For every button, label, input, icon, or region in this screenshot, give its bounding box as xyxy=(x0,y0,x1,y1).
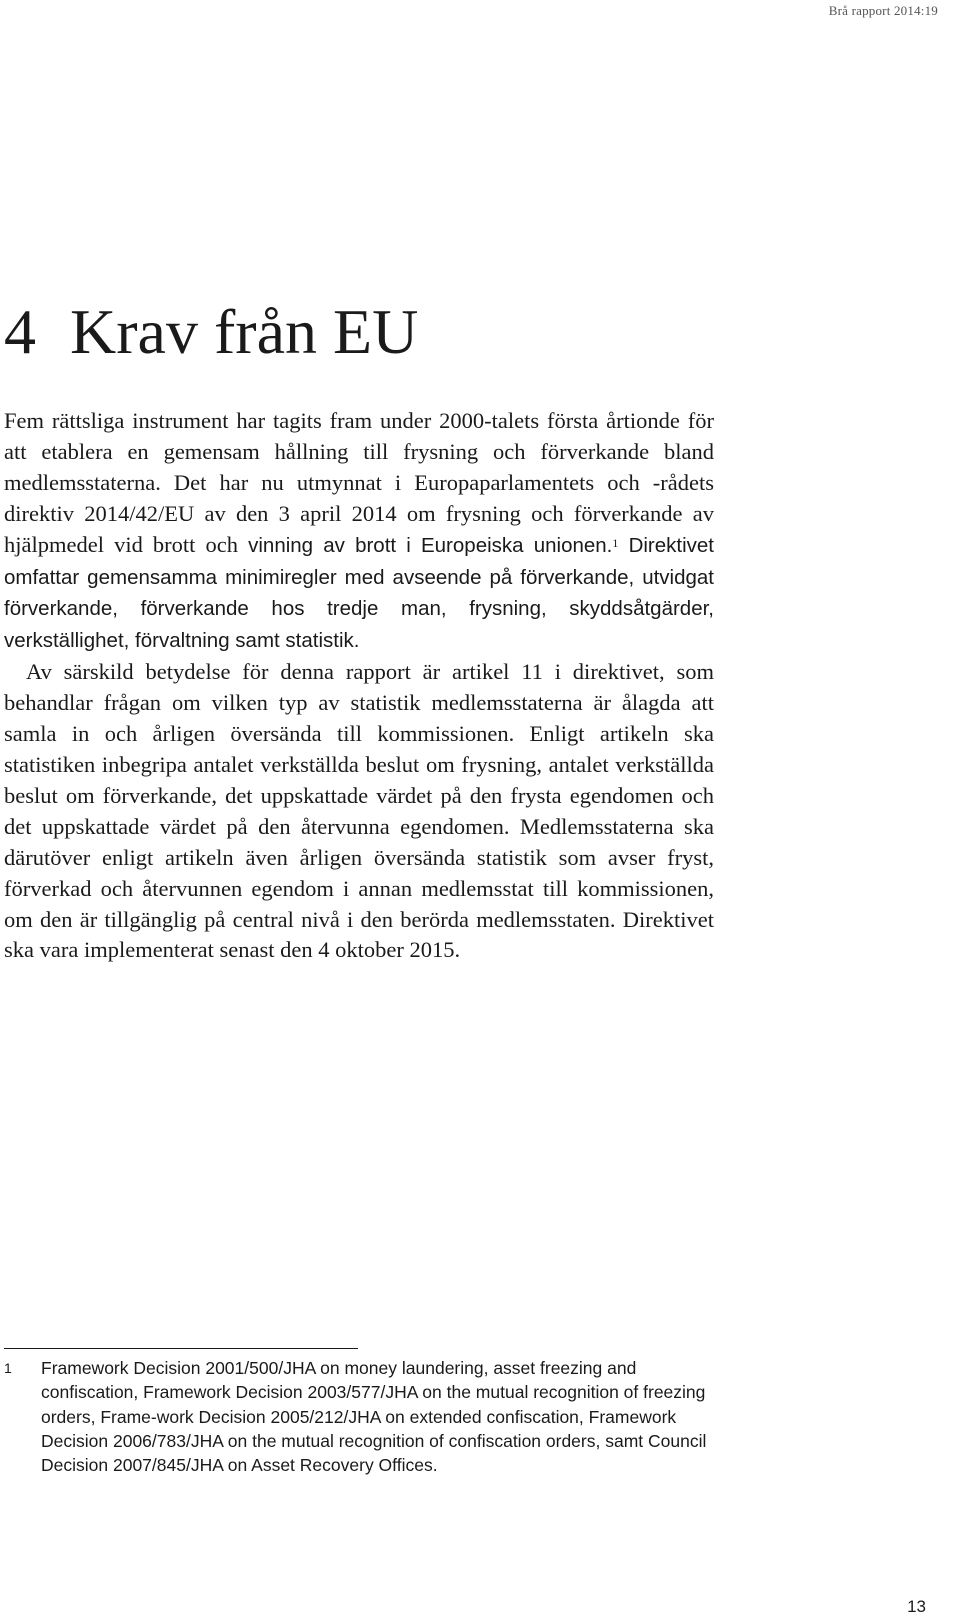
footnote-divider xyxy=(4,1348,358,1349)
paragraph-1-sans-continued: Direktivet omfattar gemensamma minimiregler med avseende på förverkande, utvidgat förverkande, förverkande hos tredje man, frysning, skyddsåtgärder, verkställighet, förvaltning samt statistik. xyxy=(4,533,714,653)
chapter-title xyxy=(4,296,418,368)
chapter-number: 4 xyxy=(4,296,36,367)
footnote xyxy=(4,1356,714,1477)
paragraph-2: Av särskild betydelse för denna rapport är artikel 11 i direktivet, som behandlar frågan om vilken typ av statistik medlemsstaterna är ålagda att samla in och årligen översända till kommissionen. Enligt artikeln ska statistiken inbegripa antalet verkställda beslut om frysning, antalet verkställda beslut om förverkande, det uppskattade värdet på den frysta egendomen och det uppskattade värdet på den återvunna egendomen. Medlemsstaterna ska därutöver enligt artikeln även årligen översända statistik som avser fryst, förverkad och återvunnen egendom i annan medlemsstat till kommissionen, om den är tillgänglig på central nivå i den berörda medlemsstaten. Direktivet ska vara implementerat senast den 4 oktober 2015. xyxy=(4,659,714,963)
paragraph-1-sans: vinning av brott i Europeiska unionen. xyxy=(248,533,613,557)
page-number: 13 xyxy=(907,1597,926,1616)
paragraph-1 xyxy=(4,406,714,657)
body-text xyxy=(4,406,714,966)
footnote-marker: 1 xyxy=(4,1360,12,1376)
chapter-title-text: Krav från EU xyxy=(70,296,419,367)
footnote-reference[interactable]: 1 xyxy=(612,535,619,550)
paragraph-1-serif: Fem rättsliga instrument har tagits fram under 2000-talets första årtionde för att etablera en gemensam hållning till frysning och förverkande bland medlemsstaterna. Det har nu utmynnat i Europaparlamentets och -rådets direktiv 2014/42/EU av den 3 april 2014 om frysning och förverkande av hjälpmedel vid brott och xyxy=(4,408,714,557)
running-head: Brå rapport 2014:19 xyxy=(828,3,938,18)
footnote-text: Framework Decision 2001/500/JHA on money laundering, asset freezing and confiscation, Framework Decision 2003/577/JHA on the mutual recognition of freezing orders, Frame-work Decision 2005/212/JHA on extended confiscation, Framework Decision 2006/783/JHA on the mutual recognition of confiscation orders, samt Council Decision 2007/845/JHA on Asset Recovery Offices. xyxy=(41,1358,707,1476)
